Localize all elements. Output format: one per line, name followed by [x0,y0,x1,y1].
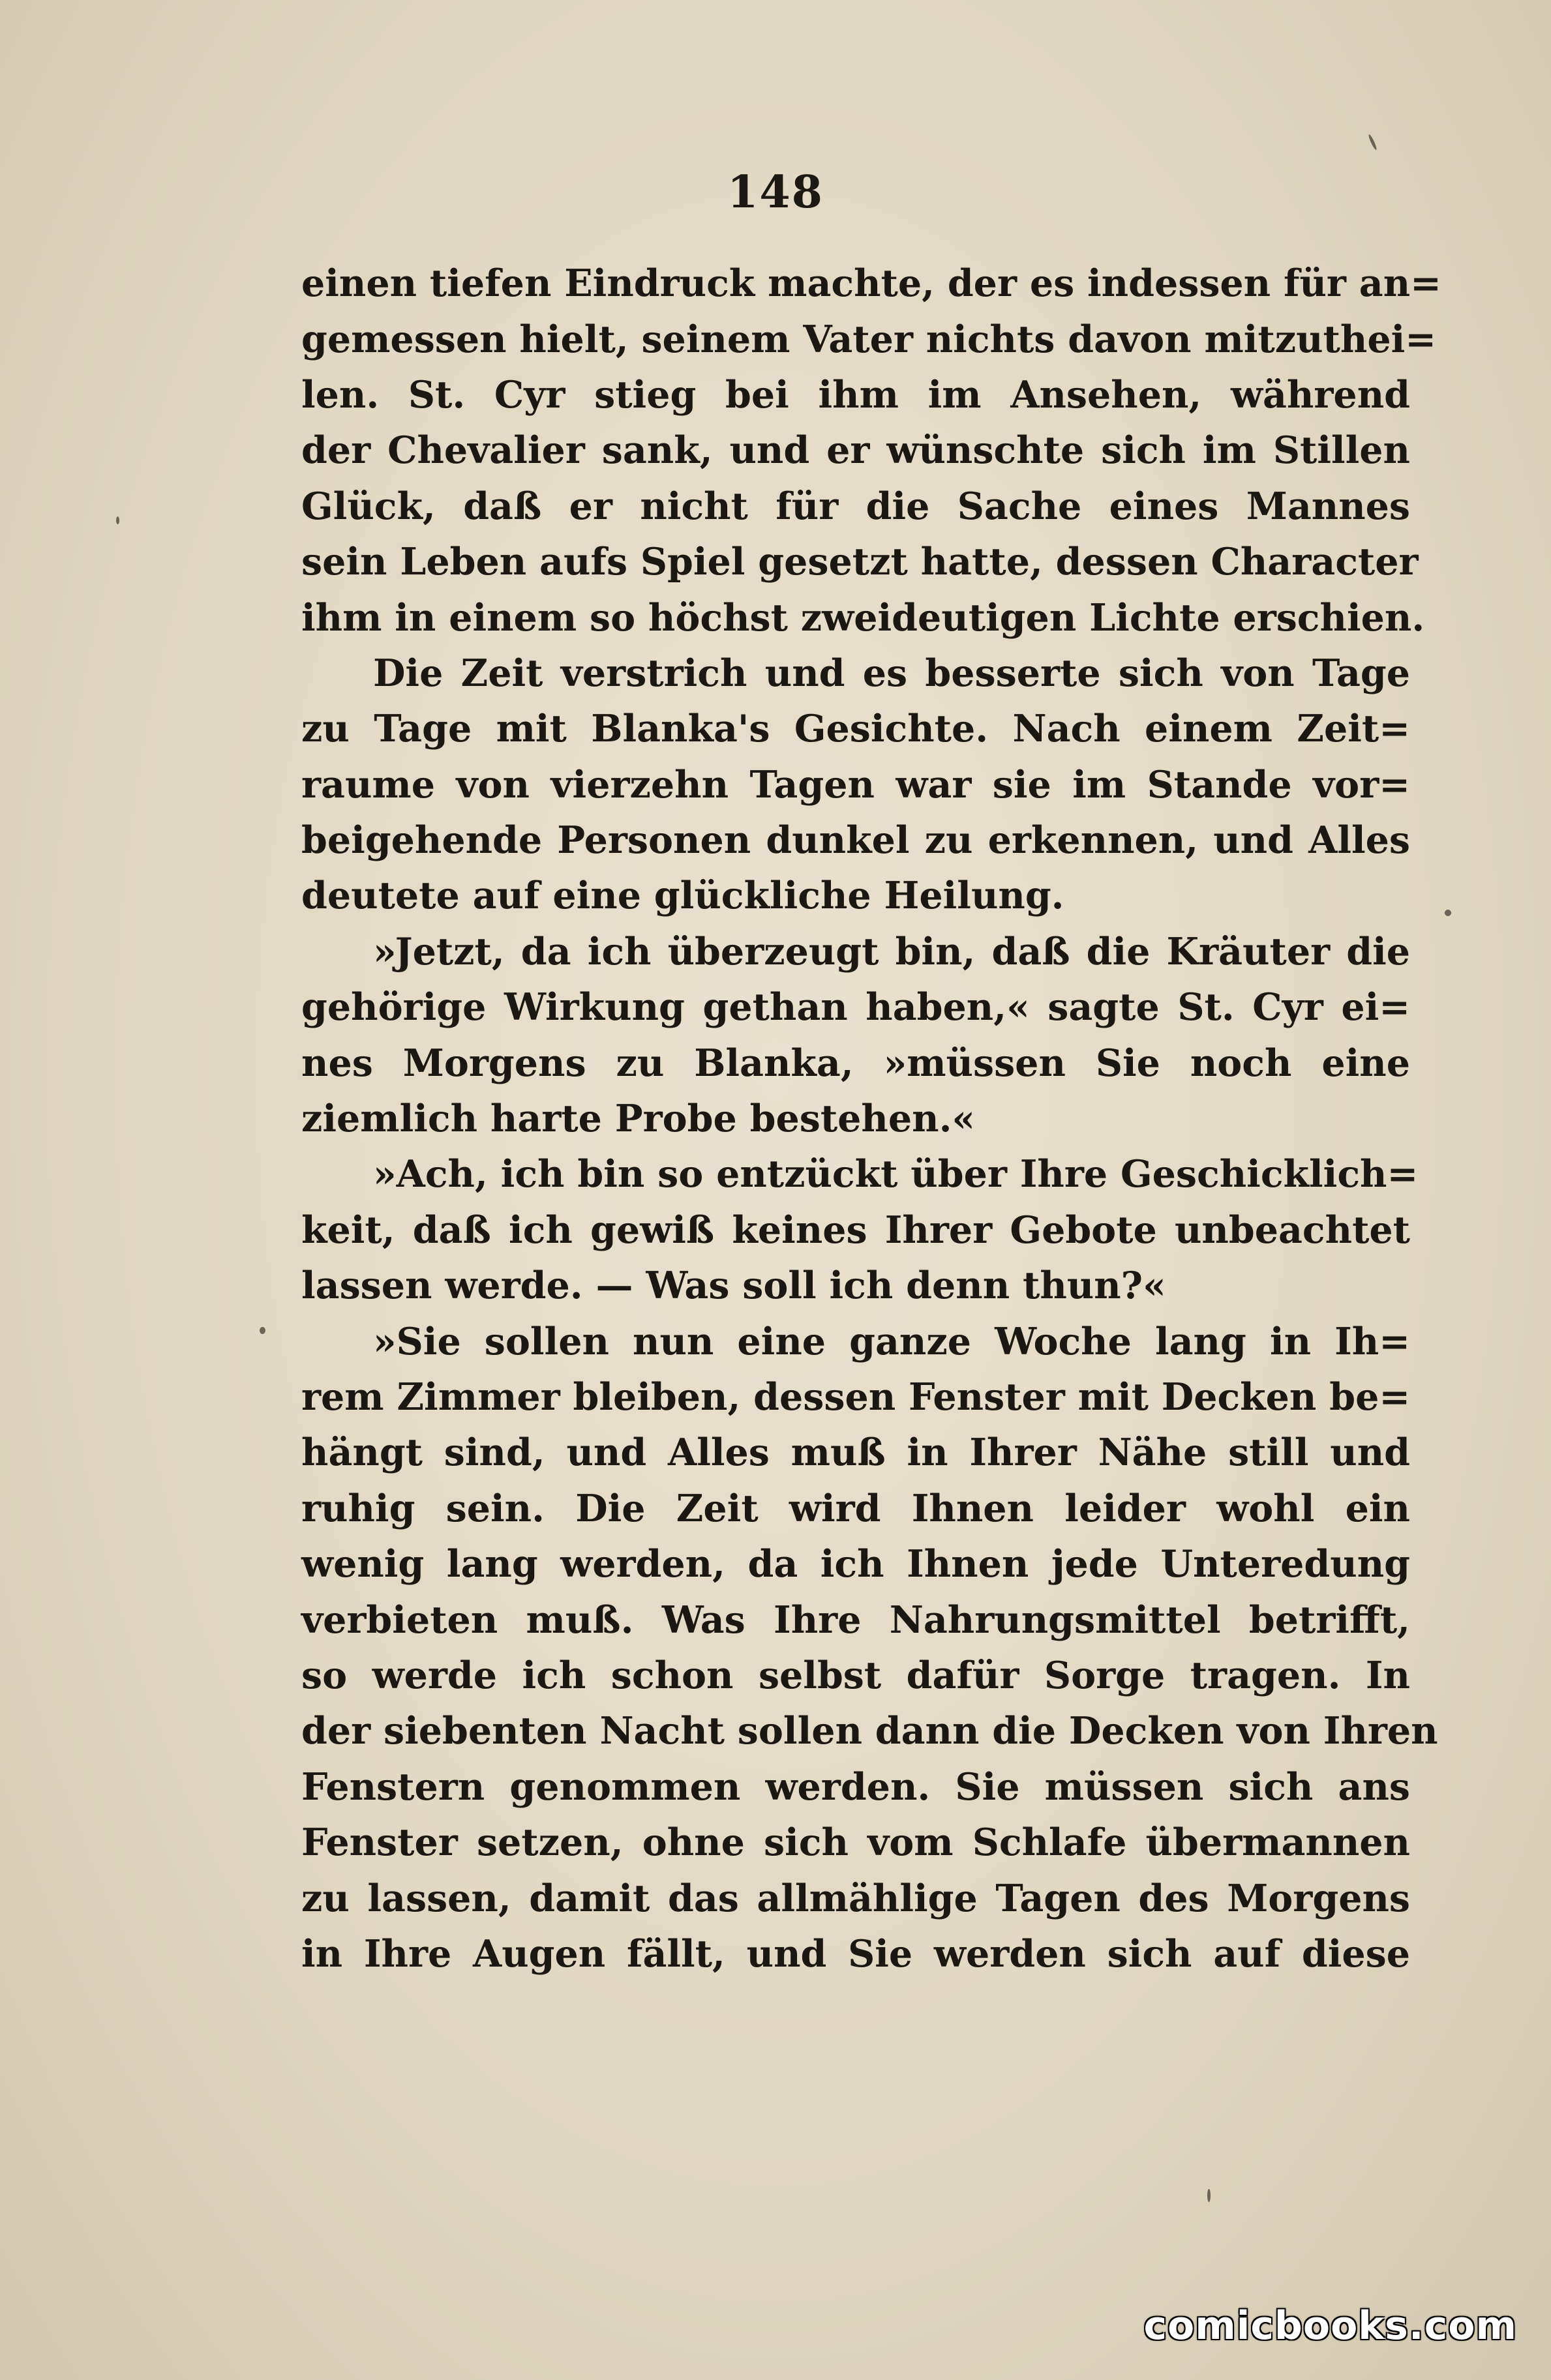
text-line: »Ach, ich bin so entzückt über Ihre Geschicklich= [373,1152,1419,1197]
paper-speck [260,1327,265,1334]
text-line: Fenster setzen, ohne sich vom Schlafe übermannen [301,1821,1410,1865]
paper-speck [1207,2189,1211,2202]
text-line: beigehende Personen dunkel zu erkennen, und Alles [301,818,1410,863]
text-line: »Jetzt, da ich überzeugt bin, daß die Kräuter die [373,929,1410,974]
text-line: wenig lang werden, da ich Ihnen jede Unteredung [301,1542,1410,1586]
paper-speck [1445,910,1451,916]
page-number: 148 [727,166,824,218]
text-line: gemessen hielt, seinem Vater nichts davon mitzuthei= [301,317,1437,361]
text-line: ziemlich harte Probe bestehen.« [301,1097,976,1141]
text-line: ruhig sein. Die Zeit wird Ihnen leider wohl ein [301,1486,1410,1530]
body-text [301,256,1441,1982]
text-line: in Ihre Augen fällt, und Sie werden sich auf diese [301,1931,1410,1976]
text-line: zu Tage mit Blanka's Gesichte. Nach einem Zeit= [301,707,1410,751]
paper-speck [1368,134,1378,151]
text-line: rem Zimmer bleiben, dessen Fenster mit Decken be= [301,1375,1411,1419]
text-line: raume von vierzehn Tagen war sie im Stande vor= [301,762,1410,807]
text-line: lassen werde. — Was soll ich denn thun?« [301,1264,1166,1308]
text-line: »Sie sollen nun eine ganze Woche lang in Ih= [373,1319,1410,1363]
text-line: einen tiefen Eindruck machte, der es indessen für an= [301,261,1441,306]
text-line: verbieten muß. Was Ihre Nahrungsmittel betrifft, [301,1598,1410,1642]
text-line: ihm in einem so höchst zweideutigen Lichte erschien. [301,595,1425,640]
text-line: deutete auf eine glückliche Heilung. [301,874,1064,918]
text-line: Die Zeit verstrich und es besserte sich von Tage [373,651,1410,695]
text-line: Glück, daß er nicht für die Sache eines Mannes [301,484,1410,528]
text-line: Fenstern genommen werden. Sie müssen sich ans [301,1764,1410,1809]
paper-speck [116,516,119,524]
text-line: keit, daß ich gewiß keines Ihrer Gebote unbeachtet [301,1208,1410,1252]
watermark-logo: comicbooks.com [1143,2303,1517,2349]
text-line: zu lassen, damit das allmählige Tagen des Morgens [301,1876,1410,1920]
text-line: nes Morgens zu Blanka, »müssen Sie noch eine [301,1041,1410,1085]
text-line: der siebenten Nacht sollen dann die Decken von Ihren [301,1709,1438,1753]
text-line: gehörige Wirkung gethan haben,« sagte St. Cyr ei= [301,985,1410,1030]
text-line: so werde ich schon selbst dafür Sorge tragen. In [301,1653,1410,1697]
text-line: sein Leben aufs Spiel gesetzt hatte, dessen Character [301,540,1419,584]
text-line: len. St. Cyr stieg bei ihm im Ansehen, während [301,372,1410,417]
text-line: der Chevalier sank, und er wünschte sich im Stillen [301,428,1410,473]
text-line: hängt sind, und Alles muß in Ihrer Nähe still und [301,1431,1410,1475]
